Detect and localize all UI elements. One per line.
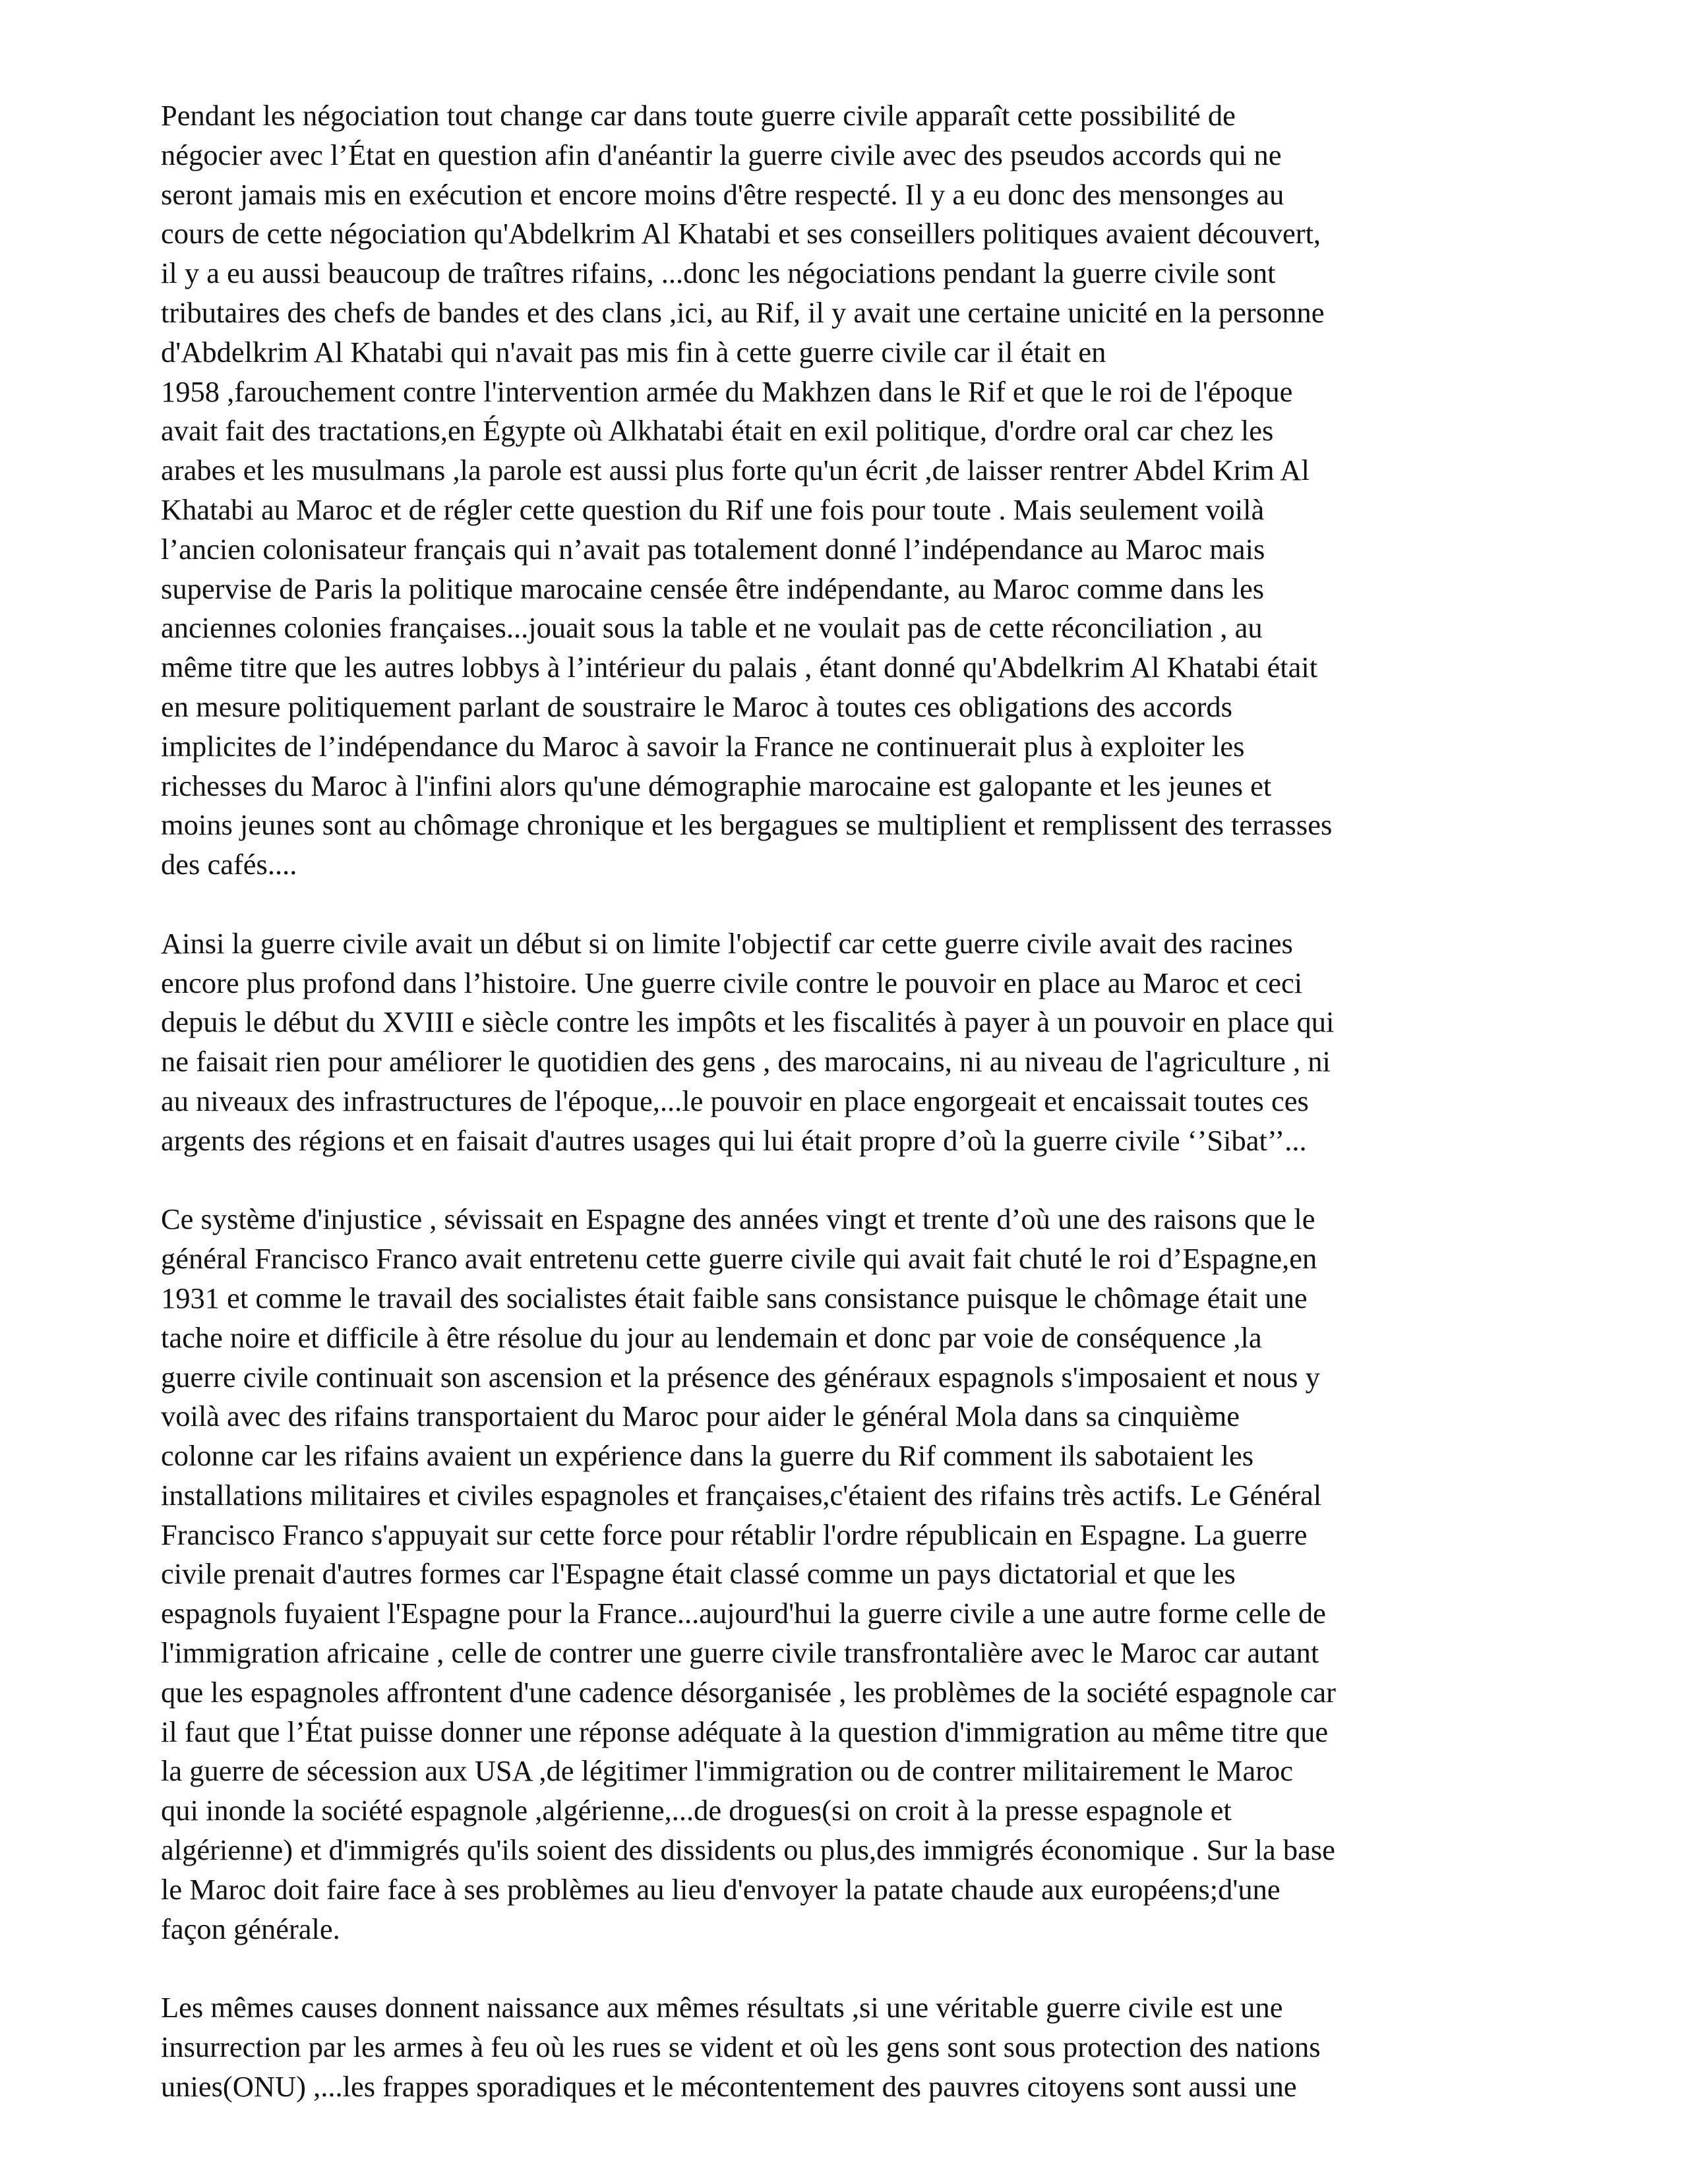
text-line: installations militaires et civiles espagnoles et françaises,c'étaient des rifains très actifs. Le Général (161, 1478, 1322, 1512)
text-line: il y a eu aussi beaucoup de traîtres rifains, ...donc les négociations pendant la guerre civile sont (161, 256, 1276, 290)
paragraph-1 (161, 96, 1543, 885)
text-line: des cafés.... (161, 848, 297, 881)
text-line: l’ancien colonisateur français qui n’avait pas totalement donné l’indépendance au Maroc mais (161, 532, 1265, 566)
text-line: façon générale. (161, 1912, 340, 1945)
text-line: tributaires des chefs de bandes et des clans ,ici, au Rif, il y avait une certaine unicité en la personne (161, 295, 1325, 329)
paragraph-2 (161, 924, 1543, 1161)
text-line: moins jeunes sont au chômage chronique et les bergagues se multiplient et remplissent des terrasses (161, 808, 1333, 842)
text-line: 1931 et comme le travail des socialistes était faible sans consistance puisque le chômage était une (161, 1281, 1308, 1314)
text-line: il faut que l’État puisse donner une réponse adéquate à la question d'immigration au même titre que (161, 1715, 1329, 1748)
text-line: général Francisco Franco avait entretenu cette guerre civile qui avait fait chuté le roi d’Espagne,en (161, 1242, 1317, 1276)
text-line: la guerre de sécession aux USA ,de légitimer l'immigration ou de contrer militairement le Maroc (161, 1754, 1294, 1788)
text-line: Francisco Franco s'appuyait sur cette force pour rétablir l'ordre républicain en Espagne. La guerre (161, 1518, 1308, 1551)
text-line: espagnols fuyaient l'Espagne pour la France...aujourd'hui la guerre civile a une autre forme celle de (161, 1597, 1326, 1630)
text-line: algérienne) et d'immigrés qu'ils soient des dissidents ou plus,des immigrés économique . Sur la base (161, 1833, 1335, 1867)
text-line: unies(ONU) ,...les frappes sporadiques et le mécontentement des pauvres citoyens sont aussi une (161, 2069, 1297, 2103)
text-line: voilà avec des rifains transportaient du Maroc pour aider le général Mola dans sa cinquième (161, 1400, 1240, 1433)
text-line: négocier avec l’État en question afin d'anéantir la guerre civile avec des pseudos accords qui ne (161, 138, 1282, 171)
text-line: implicites de l’indépendance du Maroc à savoir la France ne continuerait plus à exploiter les (161, 729, 1245, 763)
text-line: d'Abdelkrim Al Khatabi qui n'avait pas mis fin à cette guerre civile car il était en (161, 335, 1106, 369)
paragraph-3 (161, 1200, 1543, 1949)
text-line: arabes et les musulmans ,la parole est aussi plus forte qu'un écrit ,de laisser rentrer Abdel Krim Al (161, 454, 1310, 487)
document-page (161, 96, 1543, 2146)
text-line: argents des régions et en faisait d'autres usages qui lui était propre d’où la guerre civile ‘’Sibat’’... (161, 1123, 1307, 1157)
text-line: colonne car les rifains avaient un expérience dans la guerre du Rif comment ils sabotaient les (161, 1439, 1254, 1473)
text-line: avait fait des tractations,en Égypte où Alkhatabi était en exil politique, d'ordre oral car chez les (161, 414, 1274, 448)
text-line: Les mêmes causes donnent naissance aux mêmes résultats ,si une véritable guerre civile est une (161, 1991, 1283, 2024)
paragraph-4 (161, 1988, 1543, 2106)
text-line: 1958 ,farouchement contre l'intervention armée du Makhzen dans le Rif et que le roi de l'époque (161, 374, 1293, 408)
text-line: civile prenait d'autres formes car l'Espagne était classé comme un pays dictatorial et que les (161, 1557, 1236, 1591)
text-line: que les espagnoles affrontent d'une cadence désorganisée , les problèmes de la société espagnole car (161, 1675, 1336, 1709)
text-line: Pendant les négociation tout change car dans toute guerre civile apparaît cette possibilité de (161, 99, 1236, 132)
text-line: guerre civile continuait son ascension et la présence des généraux espagnols s'imposaient et nous y (161, 1360, 1320, 1394)
text-line: richesses du Maroc à l'infini alors qu'une démographie marocaine est galopante et les jeunes et (161, 769, 1272, 802)
text-line: l'immigration africaine , celle de contrer une guerre civile transfrontalière avec le Maroc car autant (161, 1636, 1319, 1670)
text-line: le Maroc doit faire face à ses problèmes au lieu d'envoyer la patate chaude aux européens;d'une (161, 1872, 1281, 1906)
text-line: même titre que les autres lobbys à l’intérieur du palais , étant donné qu'Abdelkrim Al Khatabi était (161, 651, 1318, 684)
text-line: tache noire et difficile à être résolue du jour au lendemain et donc par voie de conséquence ,la (161, 1320, 1262, 1354)
text-line: cours de cette négociation qu'Abdelkrim Al Khatabi et ses conseillers politiques avaient découvert, (161, 217, 1321, 251)
text-line: supervise de Paris la politique marocaine censée être indépendante, au Maroc comme dans les (161, 572, 1265, 605)
text-line: depuis le début du XVIII e siècle contre les impôts et les fiscalités à payer à un pouvoir en place qui (161, 1005, 1335, 1039)
text-line: Ce système d'injustice , sévissait en Espagne des années vingt et trente d’où une des raisons que le (161, 1202, 1315, 1236)
text-line: seront jamais mis en exécution et encore moins d'être respecté. Il y a eu donc des mensonges au (161, 177, 1284, 211)
text-line: Khatabi au Maroc et de régler cette question du Rif une fois pour toute . Mais seulement voilà (161, 492, 1265, 526)
text-line: Ainsi la guerre civile avait un début si on limite l'objectif car cette guerre civile avait des racines (161, 926, 1293, 960)
text-line: au niveaux des infrastructures de l'époque,...le pouvoir en place engorgeait et encaissait toutes ces (161, 1084, 1309, 1117)
text-line: ne faisait rien pour améliorer le quotidien des gens , des marocains, ni au niveau de l'agriculture , ni (161, 1045, 1331, 1078)
text-line: encore plus profond dans l’histoire. Une guerre civile contre le pouvoir en place au Maroc et ceci (161, 966, 1303, 999)
text-line: en mesure politiquement parlant de soustraire le Maroc à toutes ces obligations des accords (161, 690, 1232, 723)
text-line: insurrection par les armes à feu où les rues se vident et où les gens sont sous protection des nations (161, 2030, 1321, 2064)
text-line: anciennes colonies françaises...jouait sous la table et ne voulait pas de cette réconciliation , au (161, 611, 1263, 645)
text-line: qui inonde la société espagnole ,algérienne,...de drogues(si on croit à la presse espagnole et (161, 1794, 1232, 1827)
